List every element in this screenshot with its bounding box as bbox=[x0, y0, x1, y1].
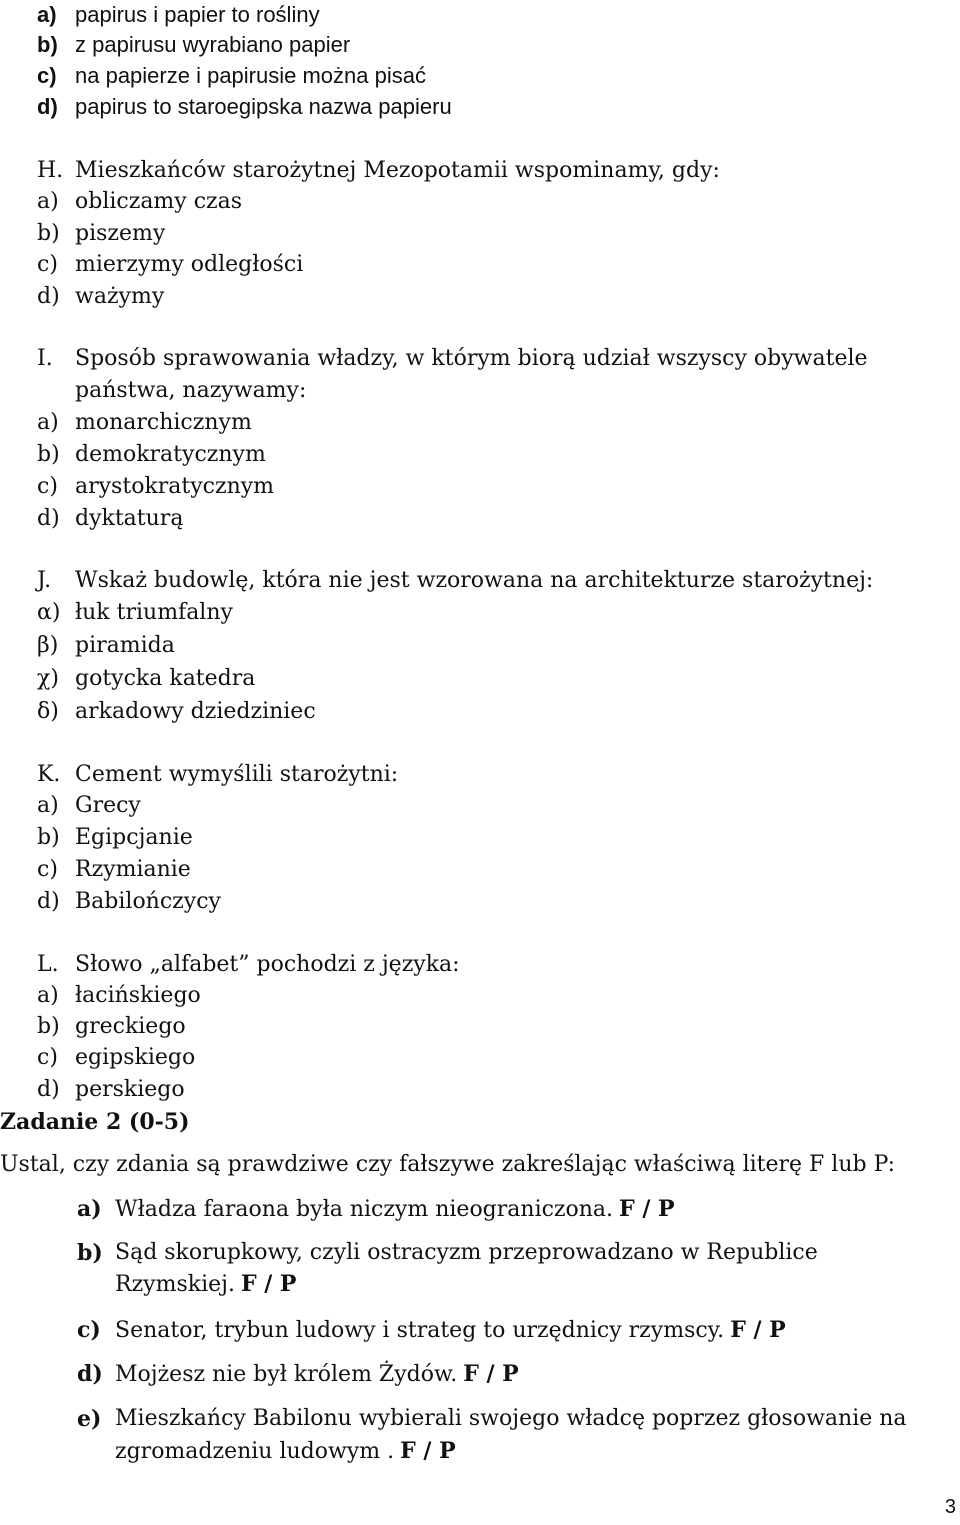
option-text: ważymy bbox=[75, 284, 165, 309]
question-label: J. bbox=[37, 568, 52, 593]
option-label: c) bbox=[37, 857, 58, 882]
option-label: β) bbox=[37, 633, 59, 658]
option-label: b) bbox=[37, 32, 58, 57]
option-text: piszemy bbox=[75, 221, 166, 246]
option-text: greckiego bbox=[75, 1014, 186, 1039]
option-label: d) bbox=[37, 284, 60, 309]
question-text: Cement wymyślili starożytni: bbox=[75, 762, 399, 787]
true-false-choice[interactable]: F / P bbox=[400, 1438, 456, 1464]
true-false-choice[interactable]: F / P bbox=[619, 1196, 675, 1222]
statement-text-continued: Rzymskiej. bbox=[115, 1272, 235, 1297]
statement-label: b) bbox=[77, 1240, 103, 1266]
option-text: z papirusu wyrabiano papier bbox=[75, 32, 351, 57]
option-label: c) bbox=[37, 252, 58, 277]
question-text: Mieszkańców starożytnej Mezopotamii wspominamy, gdy: bbox=[75, 158, 720, 183]
option-label: c) bbox=[37, 474, 58, 499]
option-label: c) bbox=[37, 1045, 58, 1070]
option-text: gotycka katedra bbox=[75, 666, 256, 691]
question-text-continued: państwa, nazywamy: bbox=[75, 378, 307, 403]
option-label: b) bbox=[37, 825, 60, 850]
option-label: c) bbox=[37, 63, 57, 88]
option-text: obliczamy czas bbox=[75, 189, 243, 214]
option-label: χ) bbox=[37, 666, 59, 691]
statement-label: e) bbox=[77, 1406, 102, 1432]
option-label: d) bbox=[37, 889, 60, 914]
question-label: I. bbox=[37, 346, 53, 371]
option-label: a) bbox=[37, 2, 57, 27]
question-text: Słowo „alfabet” pochodzi z języka: bbox=[75, 952, 460, 977]
option-label: α) bbox=[37, 600, 61, 625]
statement-label: c) bbox=[77, 1317, 101, 1343]
statement-text: Senator, trybun ludowy i strateg to urzędnicy rzymscy. bbox=[115, 1318, 725, 1343]
task-instruction: Ustal, czy zdania są prawdziwe czy fałszywe zakreślając właściwą literę F lub P: bbox=[0, 1152, 895, 1177]
option-label: d) bbox=[37, 1077, 60, 1102]
option-text: papirus i papier to rośliny bbox=[75, 2, 320, 27]
option-label: a) bbox=[37, 983, 59, 1008]
option-label: a) bbox=[37, 793, 59, 818]
statement-text: Mieszkańcy Babilonu wybierali swojego władcę poprzez głosowanie na bbox=[115, 1406, 907, 1431]
option-label: a) bbox=[37, 189, 59, 214]
option-text: arystokratycznym bbox=[75, 474, 275, 499]
option-text: Grecy bbox=[75, 793, 141, 818]
statement-item bbox=[115, 1359, 519, 1390]
option-label: d) bbox=[37, 94, 58, 119]
option-text: na papierze i papirusie można pisać bbox=[75, 63, 426, 88]
true-false-choice[interactable]: F / P bbox=[240, 1271, 297, 1297]
option-text: papirus to staroegipska nazwa papieru bbox=[75, 94, 452, 119]
option-text: Babilończycy bbox=[75, 889, 221, 914]
option-text: Rzymianie bbox=[75, 857, 191, 882]
option-label: b) bbox=[37, 1014, 60, 1039]
true-false-choice[interactable]: F / P bbox=[730, 1317, 786, 1343]
option-label: d) bbox=[37, 506, 60, 531]
option-text: łuk triumfalny bbox=[75, 600, 233, 625]
statement-item bbox=[115, 1269, 296, 1300]
statement-label: d) bbox=[77, 1361, 103, 1387]
option-label: b) bbox=[37, 442, 60, 467]
question-label: H. bbox=[37, 158, 64, 183]
question-label: L. bbox=[37, 952, 59, 977]
statement-text: Władza faraona była niczym nieograniczona. bbox=[115, 1197, 614, 1222]
statement-item bbox=[115, 1194, 675, 1225]
option-text: piramida bbox=[75, 633, 175, 658]
true-false-choice[interactable]: F / P bbox=[463, 1361, 519, 1387]
option-text: łacińskiego bbox=[75, 983, 201, 1008]
statement-text: Sąd skorupkowy, czyli ostracyzm przeprowadzano w Republice bbox=[115, 1240, 818, 1265]
question-text: Sposób sprawowania władzy, w którym biorą udział wszyscy obywatele bbox=[75, 346, 868, 371]
option-label: δ) bbox=[37, 699, 59, 724]
option-text: demokratycznym bbox=[75, 442, 266, 467]
page-number: 3 bbox=[944, 1496, 956, 1518]
option-text: Egipcjanie bbox=[75, 825, 193, 850]
task-title: Zadanie 2 (0-5) bbox=[0, 1109, 190, 1135]
option-text: monarchicznym bbox=[75, 410, 252, 435]
option-text: arkadowy dziedziniec bbox=[75, 699, 316, 724]
option-label: b) bbox=[37, 221, 60, 246]
statement-label: a) bbox=[77, 1196, 102, 1222]
option-text: perskiego bbox=[75, 1077, 185, 1102]
option-text: egipskiego bbox=[75, 1045, 196, 1070]
option-text: mierzymy odległości bbox=[75, 252, 304, 277]
option-label: a) bbox=[37, 410, 59, 435]
statement-item bbox=[115, 1315, 786, 1346]
statement-item bbox=[115, 1436, 456, 1467]
question-text: Wskaż budowlę, która nie jest wzorowana na architekturze starożytnej: bbox=[75, 568, 874, 593]
statement-text: Mojżesz nie był królem Żydów. bbox=[115, 1362, 458, 1387]
question-label: K. bbox=[37, 762, 61, 787]
statement-text-continued: zgromadzeniu ludowym . bbox=[115, 1439, 395, 1464]
option-text: dyktaturą bbox=[75, 506, 184, 531]
